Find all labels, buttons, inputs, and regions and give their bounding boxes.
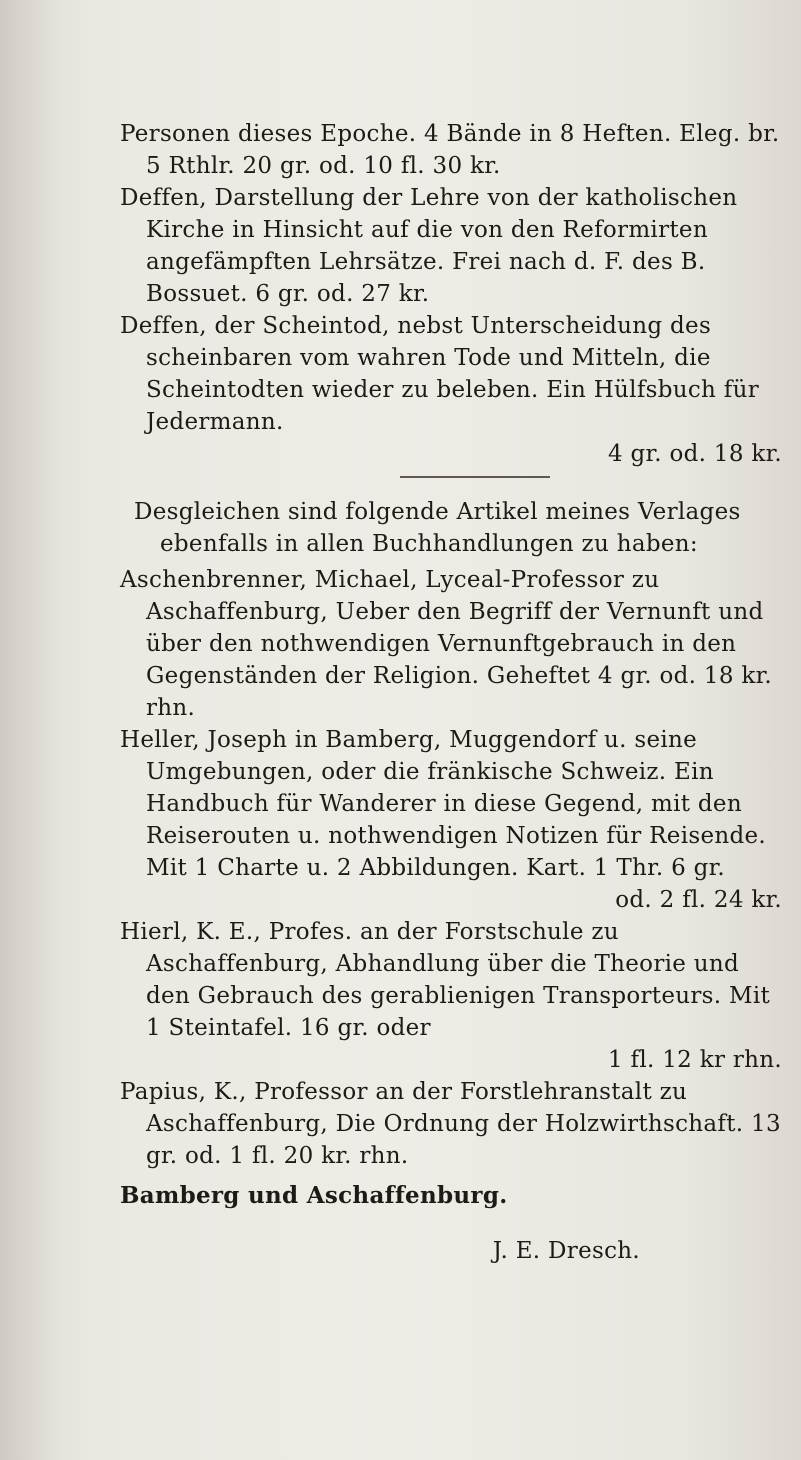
entry-hierl: Hierl, K. E., Profes. an der Forstschule zu Aschaffenburg, Abhandlung über die Theorie und den Gebrauch des gerablienigen Transporteurs. Mit 1 Steintafel. 16 gr. oder 1 fl. 12 kr rhn. bbox=[120, 916, 790, 1076]
section-divider bbox=[400, 476, 550, 478]
entry-darstellung: Deffen, Darstellung der Lehre von der katholischen Kirche in Hinsicht auf die von den Reformirten angefämpften Lehrsätze. Frei nach d. F. des B. Bossuet. 6 gr. od. 27 kr. bbox=[120, 185, 738, 307]
entry-hierl-price: 1 fl. 12 kr rhn. bbox=[608, 1047, 782, 1073]
entry-scheintod-price: 4 gr. od. 18 kr. bbox=[607, 441, 782, 467]
entry-heller: Heller, Joseph in Bamberg, Muggendorf u. seine Umgebungen, oder die fränkische Schweiz. Ein Handbuch für Wanderer in diese Gegend, mit den Reiserouten u. nothwendigen Notizen für Reisende. Mit 1 Charte u. 2 Abbildungen. Kart. 1 Thr. 6 gr. od. 2 fl. 24 kr. bbox=[120, 724, 790, 916]
entry-scheintod: Deffen, der Scheintod, nebst Unterscheidung des scheinbaren vom wahren Tode und Mitteln, die Scheintodten wieder zu beleben. Ein Hülfsbuch für Jedermann. 4 gr. od. 18 kr. bbox=[120, 310, 790, 470]
advertisement-text bbox=[120, 118, 790, 1290]
entry-heller-price: od. 2 fl. 24 kr. bbox=[615, 887, 782, 913]
intro-text: Desgleichen sind folgende Artikel meines Verlages ebenfalls in allen Buchhandlungen zu haben: bbox=[134, 499, 741, 557]
entry-aschenbrenner: Aschenbrenner, Michael, Lyceal-Professor zu Aschaffenburg, Ueber den Begriff der Vernunft und über den nothwendigen Vernunftgebrauch in den Gegenständen der Religion. Geheftet 4 gr. od. 18 kr. rhn. bbox=[120, 567, 772, 721]
page-fold-shadow bbox=[0, 0, 60, 1460]
entry-papius: Papius, K., Professor an der Forstlehranstalt zu Aschaffenburg, Die Ordnung der Holzwirthschaft. 13 gr. od. 1 fl. 20 kr. rhn. bbox=[120, 1079, 781, 1169]
entry-personen: Personen dieses Epoche. 4 Bände in 8 Heften. Eleg. br. 5 Rthlr. 20 gr. od. 10 fl. 30 kr. bbox=[120, 121, 780, 179]
publisher-place: Bamberg und Aschaffenburg. bbox=[120, 1182, 508, 1209]
publisher-signature: J. E. Dresch. bbox=[492, 1238, 640, 1264]
